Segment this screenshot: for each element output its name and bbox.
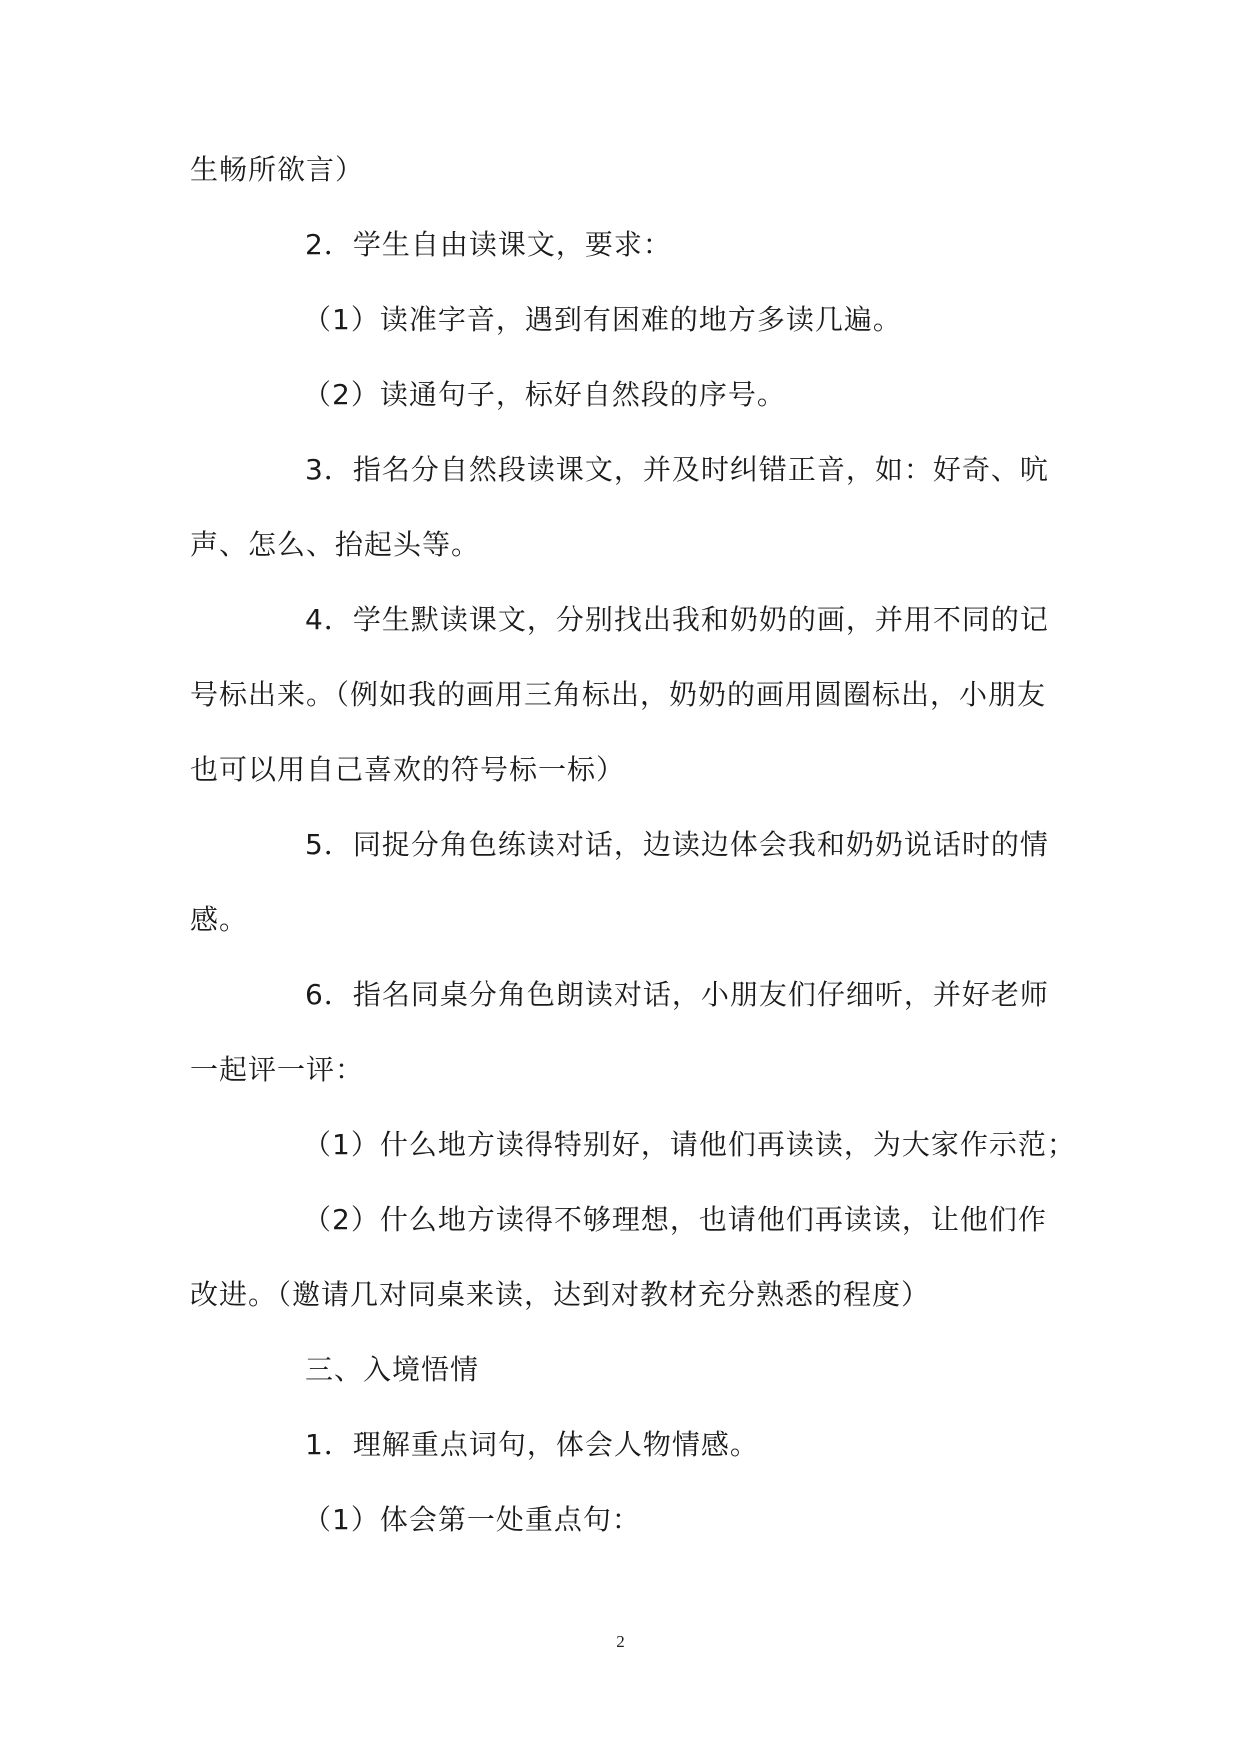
text-line: 1．理解重点词句，体会人物情感。 <box>305 1428 759 1461</box>
text-line: （2）什么地方读得不够理想，也请他们再读读，让他们作 <box>303 1203 1047 1236</box>
text-line: 4．学生默读课文，分别找出我和奶奶的画，并用不同的记 <box>305 603 1049 636</box>
text-line: 号标出来。（例如我的画用三角标出，奶奶的画用圆圈标出，小朋友 <box>190 678 1047 711</box>
text-line: （1）什么地方读得特别好，请他们再读读，为大家作示范； <box>303 1128 1076 1161</box>
text-line: 2．学生自由读课文，要求： <box>305 228 672 261</box>
text-line: 改进。（邀请几对同桌来读，达到对教材充分熟悉的程度） <box>190 1278 931 1311</box>
text-line: 5．同捉分角色练读对话，边读边体会我和奶奶说话时的情 <box>305 828 1049 861</box>
text-line: 声、怎么、抬起头等。 <box>190 528 481 561</box>
text-line: （1）体会第一处重点句： <box>303 1503 641 1536</box>
text-line: 感。 <box>190 903 249 936</box>
text-line: 3．指名分自然段读课文，并及时纠错正音，如：好奇、吭 <box>305 453 1049 486</box>
text-line: （2）读通句子，标好自然段的序号。 <box>303 378 786 411</box>
text-line: 6．指名同桌分角色朗读对话，小朋友们仔细听，并好老师 <box>305 978 1049 1011</box>
text-line: （1）读准字音，遇到有困难的地方多读几遍。 <box>303 303 902 336</box>
page-number: 2 <box>616 1632 625 1651</box>
text-line: 也可以用自己喜欢的符号标一标） <box>190 753 626 786</box>
text-line: 生畅所欲言） <box>190 153 365 186</box>
text-line: 一起评一评： <box>190 1053 365 1086</box>
section-heading: 三、入境悟情 <box>305 1353 480 1386</box>
